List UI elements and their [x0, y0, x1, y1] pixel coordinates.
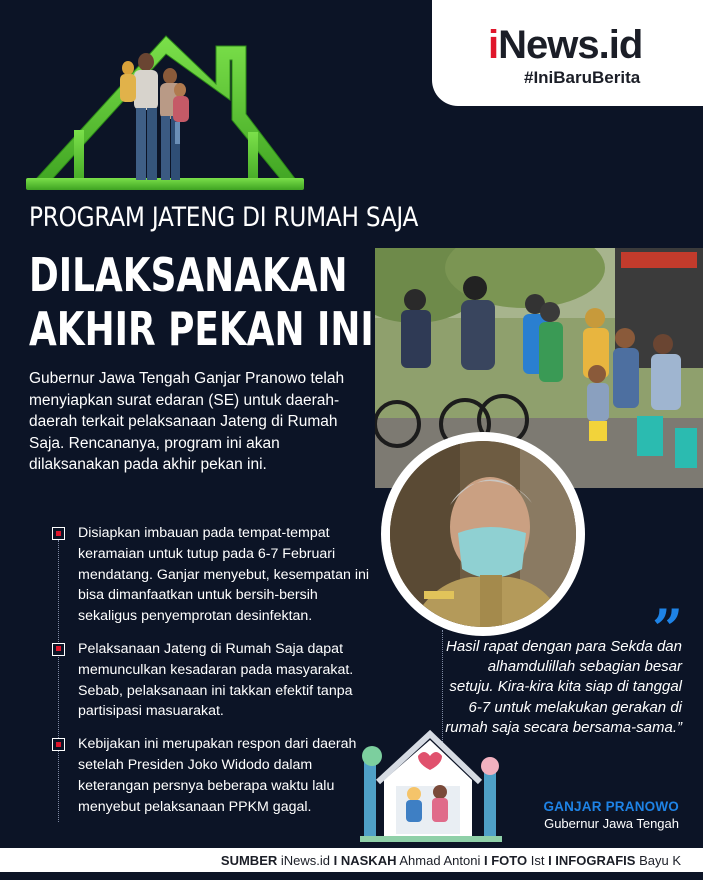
credit-infografis-label: I INFOGRAFIS	[548, 853, 636, 868]
credits-line	[221, 853, 681, 868]
bullet-text: Kebijakan ini merupakan respon dari daerah setelah Presiden Joko Widodo dalam keterangan persnya beberapa waktu lalu menyebut pelaksanaan PPKM gagal.	[78, 736, 357, 815]
quote-text: Hasil rapat dengan para Sekda dan alhamdulillah sebagian besar setuju. Kira-kira kita siap di tanggal 6-7 untuk melakukan gerakan di rumah saja secara bersama-sama.”	[445, 638, 682, 736]
credit-infografis-value: Bayu K	[639, 853, 681, 868]
logo-card	[432, 0, 703, 106]
headline	[29, 248, 374, 356]
credit-foto-value: Ist	[530, 853, 545, 868]
quote-mark-icon: ”	[652, 597, 684, 661]
bullet-square-icon	[52, 527, 65, 540]
credit-sumber-label: SUMBER	[220, 853, 278, 868]
bullet-text: Disiapkan imbauan pada tempat-tempat keramaian untuk tutup pada 6-7 Februari mendatang. Ganjar menyebut, kesempatan ini bisa dimanfaatkan untuk bersih-bersih sekaligus penyemprotan desinfektan.	[78, 525, 370, 625]
logo-tagline: #IniBaruBerita	[524, 68, 641, 87]
intro-paragraph: Gubernur Jawa Tengah Ganjar Pranowo telah menyiapkan surat edaran (SE) untuk daerah-daerah terkait pelaksanaan Jateng di Rumah Saja. Rencananya, program ini akan dilaksanakan pada akhir pekan ini.	[29, 370, 345, 473]
bullet-item	[52, 523, 370, 627]
headline-line-2: AKHIR PEKAN INI	[29, 302, 374, 356]
credit-sumber-value: iNews.id	[280, 853, 331, 868]
credit-foto-label: I FOTO	[483, 853, 528, 868]
program-subtitle: PROGRAM JATENG DI RUMAH SAJA	[29, 202, 419, 233]
bullet-list	[52, 523, 370, 829]
headline-line-1: DILAKSANAKAN	[29, 248, 348, 302]
inews-logo[interactable]: iNews.id	[488, 23, 643, 67]
bullet-item	[52, 639, 370, 722]
credit-naskah-value: Ahmad Antoni	[399, 853, 481, 868]
stay-home-illustration	[360, 722, 502, 850]
credit-naskah-label: I NASKAH	[333, 853, 397, 868]
quote-author-name: GANJAR PRANOWO	[543, 799, 679, 814]
bullet-text: Pelaksanaan Jateng di Rumah Saja dapat memunculkan kesadaran pada masyarakat. Sebab, pelaksanaan ini takkan efektif tanpa partisipasi masuarakat.	[78, 640, 354, 720]
bullet-square-icon	[52, 643, 65, 656]
ganjar-pranowo-portrait	[381, 432, 585, 636]
house-family-illustration	[20, 28, 310, 196]
bullet-square-icon	[52, 738, 65, 751]
bullet-item	[52, 734, 370, 817]
quote-author-title: Gubernur Jawa Tengah	[544, 816, 679, 831]
